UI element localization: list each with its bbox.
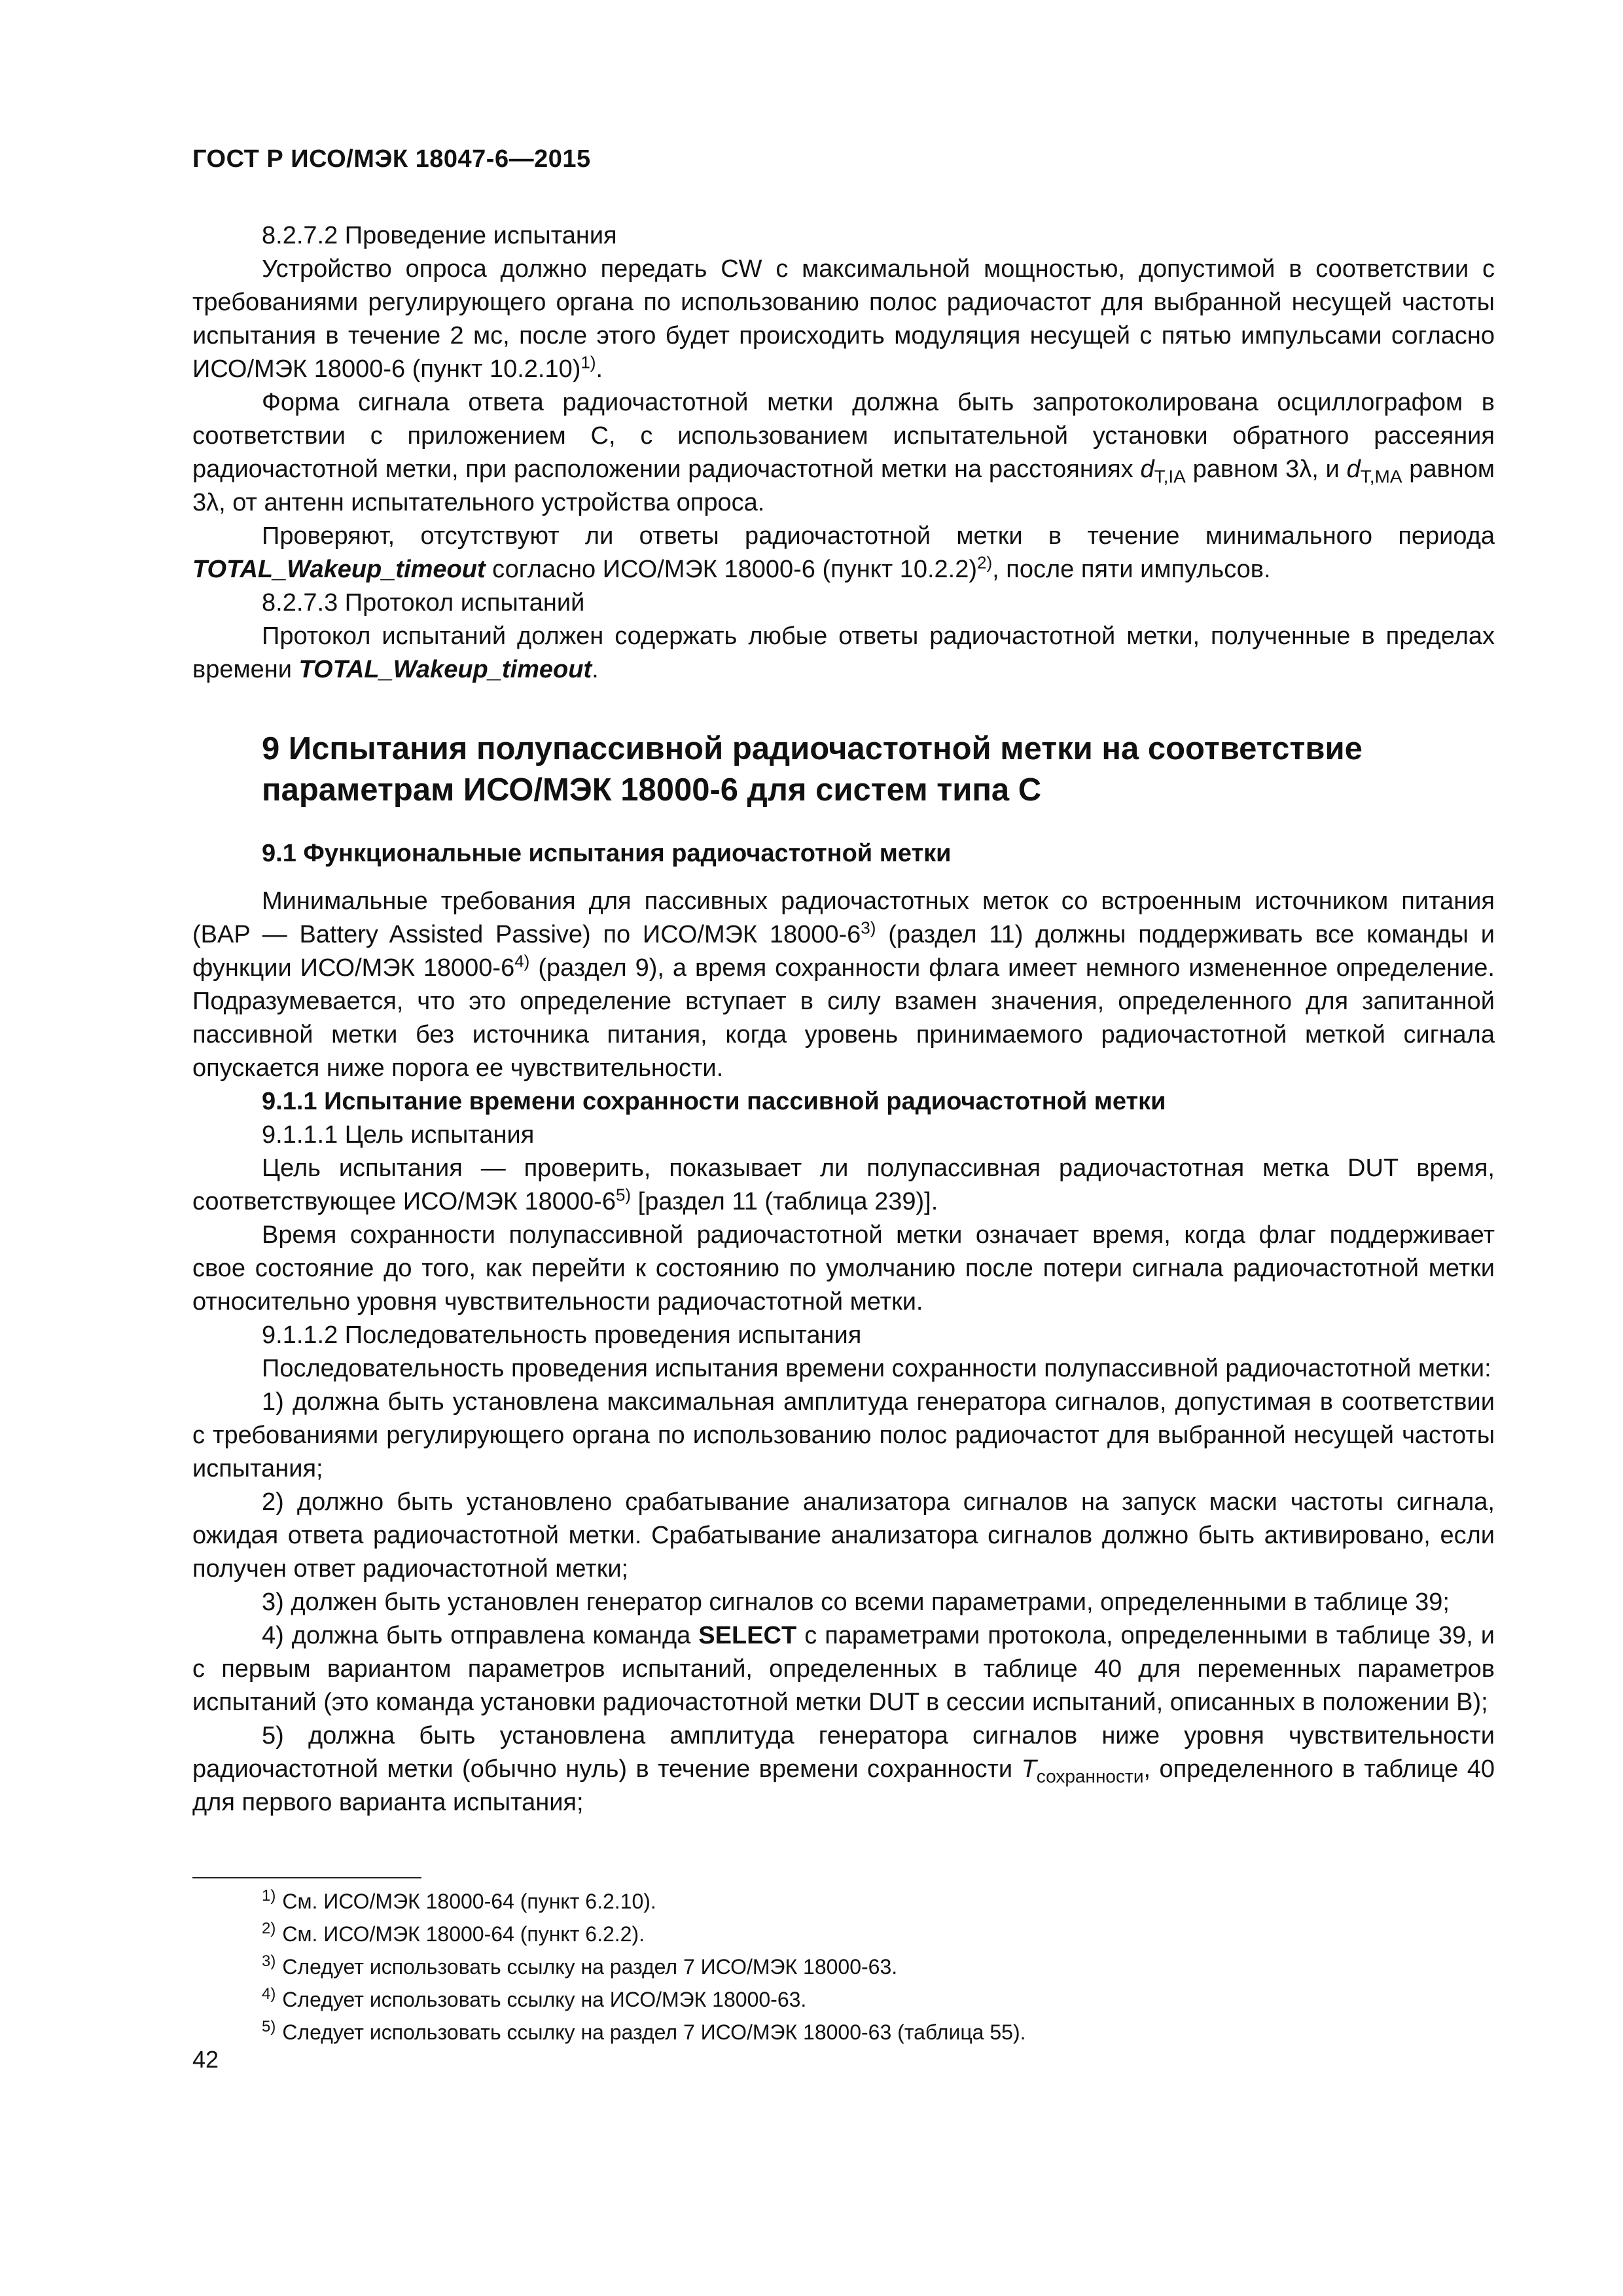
footnote-ref: 3) — [861, 918, 876, 938]
list-item: 5) должна быть установлена амплитуда генератора сигналов ниже уровня чувствительности радиочастотной метки (обычно нуль) в течение времени сохранности $T_{сохранности}$, определенного в таблице 40 для первого варианта испытания; — [192, 1722, 1495, 1816]
document-header: ГОСТ Р ИСО/МЭК 18047-6—2015 — [192, 145, 591, 173]
term-total-wakeup-timeout: TOTAL_Wakeup_timeout — [192, 556, 486, 583]
section-9-heading: 9 Испытания полупассивной радиочастотной метки на соответствие параметрам ИСО/МЭК 18000-6 для систем типа С — [262, 731, 1363, 808]
paragraph: Минимальные требования для пассивных радиочастотных меток со встроенным источником питания (BAP — Battery Assisted Passive) по ИСО/МЭК 18000-6$^{3)}$ (раздел 11) должны поддерживать все команды и функции ИСО/МЭК 18000-6$^{4)}$ (раздел 9), а время сохранности флага имеет немного измененное определение. Подразумевается, что это определение вступает в силу взамен значения, определенного для запитанной пассивной метки без источника питания, когда уровень принимаемого радиочастотной меткой сигнала опускается ниже порога ее чувствительности. — [192, 888, 1495, 1082]
footnote-item: $^{2)}$ См. ИСО/МЭК 18000-64 (пункт 6.2.2). — [262, 1920, 645, 1946]
list-item: 3) должен быть установлен генератор сигналов со всеми параметрами, определенными в таблице 39; — [262, 1588, 1450, 1616]
footnotes — [262, 1885, 1026, 2049]
paragraph: Время сохранности полупассивной радиочастотной метки означает время, когда флаг поддерживает свое состояние до того, как перейти к состоянию по умолчанию после потери сигнала радиочастотной метки относительно уровня чувствительности радиочастотной метки. — [192, 1221, 1495, 1316]
footnote-ref: 4) — [514, 951, 530, 971]
subsection-8-2-7-3: 8.2.7.3 Протокол испытаний — [262, 589, 585, 617]
document-body — [192, 219, 1495, 1820]
paragraph: Форма сигнала ответа радиочастотной метки должна быть запротоколирована осциллографом в соответствии с приложением С, с использованием испытательной установки обратного рассеяния радиочастотной метки, при расположении радиочастотной метки на расстояниях $d_{T,IA}$ равном 3λ, и $d_{T,MA}$ равном 3λ, от антенн испытательного устройства опроса. — [192, 389, 1495, 516]
term-total-wakeup-timeout: TOTAL_Wakeup_timeout — [298, 656, 592, 683]
paragraph: Устройство опроса должно передать CW с максимальной мощностью, допустимой в соответствии с требованиями регулирующего органа по использованию полос радиочастот для выбранной несущей частоты испытания в течение 2 мс, после этого будет происходить модуляция несущей с пятью импульсами согласно ИСО/МЭК 18000-6 (пункт 10.2.10)$^{1)}$. — [192, 255, 1495, 383]
footnote-item: $^{3)}$ Следует использовать ссылку на раздел 7 ИСО/МЭК 18000-63. — [262, 1952, 898, 1979]
footnote-item: $^{4)}$ Следует использовать ссылку на ИСО/МЭК 18000-63. — [262, 1985, 807, 2011]
subsection-8-2-7-2: 8.2.7.2 Проведение испытания — [262, 222, 617, 249]
paragraph: Протокол испытаний должен содержать любые ответы радиочастотной метки, полученные в пределах времени TOTAL_Wakeup_timeout. — [192, 622, 1495, 683]
list-item: 2) должно быть установлено срабатывание анализатора сигналов на запуск маски частоты сигнала, ожидая ответа радиочастотной метки. Срабатывание анализатора сигналов должно быть активировано, если получен ответ радиочастотной метки; — [192, 1488, 1495, 1583]
footnote-ref: 2) — [977, 552, 993, 573]
footnote-divider — [192, 1877, 421, 1878]
paragraph: Последовательность проведения испытания времени сохранности полупассивной радиочастотной метки: — [262, 1355, 1491, 1382]
footnote-ref: 5) — [615, 1185, 632, 1205]
footnote-item: $^{1)}$ См. ИСО/МЭК 18000-64 (пункт 6.2.10). — [262, 1887, 656, 1913]
paragraph: Проверяют, отсутствуют ли ответы радиочастотной метки в течение минимального периода TOTAL_Wakeup_timeout согласно ИСО/МЭК 18000-6 (пункт 10.2.2)$^{2)}$, после пяти импульсов. — [192, 522, 1495, 583]
subsection-9-1-1-1: 9.1.1.1 Цель испытания — [262, 1121, 535, 1149]
page-number: 42 — [192, 2046, 219, 2073]
footnote-item: $^{5)}$ Следует использовать ссылку на раздел 7 ИСО/МЭК 18000-63 (таблица 55). — [262, 2018, 1026, 2044]
footnote-ref: 1) — [580, 352, 596, 372]
paragraph: Цель испытания — проверить, показывает ли полупассивная радиочастотная метка DUT время, соответствующее ИСО/МЭК 18000-6$^{5)}$ [раздел 11 (таблица 239)]. — [192, 1155, 1495, 1215]
list-item: 4) должна быть отправлена команда SELECT с параметрами протокола, определенными в таблице 39, и с первым вариантом параметров испытаний, определенных в таблице 40 для переменных параметров испытаний (это команда установки радиочастотной метки DUT в сессии испытаний, описанных в положении B); — [192, 1622, 1495, 1716]
section-9-1-1-heading: 9.1.1 Испытание времени сохранности пассивной радиочастотной метки — [262, 1088, 1166, 1115]
command-select: SELECT — [698, 1622, 797, 1649]
subsection-9-1-1-2: 9.1.1.2 Последовательность проведения испытания — [262, 1321, 862, 1349]
list-item: 1) должна быть установлена максимальная амплитуда генератора сигналов, допустимая в соответствии с требованиями регулирующего органа по использованию полос радиочастот для выбранной несущей частоты испытания; — [192, 1388, 1495, 1482]
section-9-1-heading: 9.1 Функциональные испытания радиочастотной метки — [262, 840, 952, 867]
